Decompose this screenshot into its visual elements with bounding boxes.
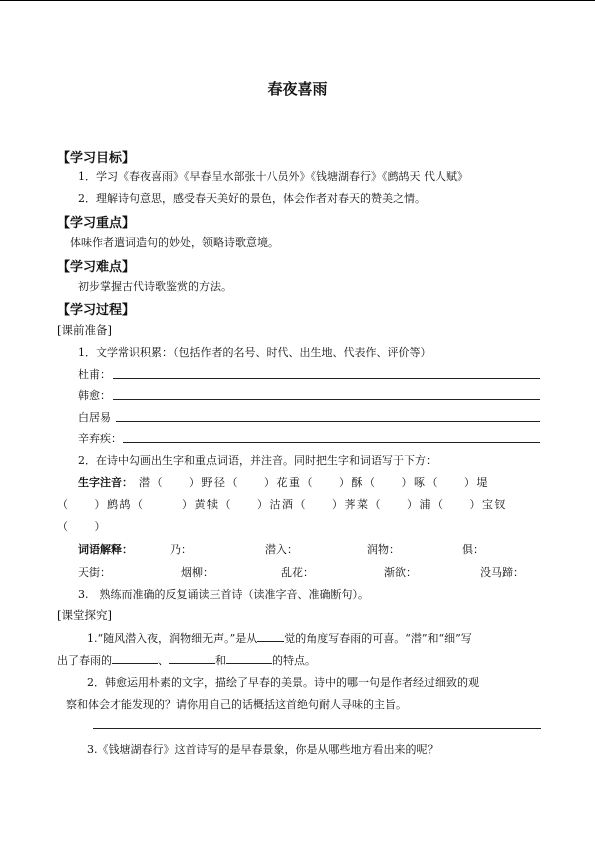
answer-line-inquiry-2[interactable]	[93, 728, 541, 729]
prep-question-1: 1．文学常识积累：（包括作者的名号、时代、出生地、代表作、评价等）	[78, 346, 432, 359]
vocab-item: 潜入：	[265, 543, 298, 556]
vocab-item: 天街：	[78, 566, 111, 579]
inquiry-question-2-line-1: 2．韩愈运用朴素的文字，描绘了早春的美景。诗中的哪一句是作者经过细致的观	[87, 676, 479, 689]
prep-question-3: 3. 熟练而准确的反复诵读三首诗（读准字音、准确断句）。	[78, 588, 369, 601]
vocab-item: 没马蹄：	[480, 566, 524, 579]
inquiry-q1-text-c: 出了春雨的	[57, 654, 112, 667]
section-heading-goals: 【学习目标】	[57, 151, 136, 166]
inquiry-question-2-line-2: 察和体会才能发现的？请你用自己的话概括这首绝句耐人寻味的主旨。	[66, 698, 407, 711]
answer-line-hanyu[interactable]	[113, 399, 540, 400]
inquiry-q1-text-d: 的特点。	[272, 654, 316, 667]
author-label-baijuyi: 白居易	[78, 411, 111, 424]
difficulty-text: 初步掌握古代诗歌鉴赏的方法。	[78, 280, 232, 293]
inquiry-q1-text-b: 觉的角度写春雨的可喜。“潜”和“细”写	[284, 632, 472, 645]
pinyin-line-2: （ ）鹧鸪（ ）黄犊（ ）沽酒（ ）荠菜（ ）浦（ ）宝钗	[57, 498, 507, 511]
page-title: 春夜喜雨	[267, 80, 328, 98]
answer-line-dufu[interactable]	[113, 378, 540, 379]
vocab-item: 渐欲：	[384, 566, 417, 579]
inquiry-q1-and: 和	[215, 654, 226, 667]
blank-sense[interactable]	[257, 631, 284, 642]
author-label-dufu: 杜甫：	[78, 368, 111, 381]
author-label-xinqiji: 辛弃疾：	[78, 432, 122, 445]
goal-item-2: 2．理解诗句意思，感受春天美好的景色，体会作者对春天的赞美之情。	[78, 192, 426, 205]
inquiry-question-3: 3.《钱塘湖春行》这首诗写的是早春景象，你是从哪些地方看出来的呢？	[87, 743, 439, 756]
goal-item-1: 1．学习《春夜喜雨》《早春呈水部张十八员外》《钱塘湖春行》《鹧鸪天 代人赋》	[78, 170, 468, 183]
vocab-item: 俱：	[462, 543, 484, 556]
section-heading-difficulty: 【学习难点】	[57, 260, 136, 275]
inquiry-q1-sep: 、	[158, 654, 169, 667]
vocab-item: 乃：	[170, 543, 192, 556]
vocab-label: 词语解释：	[78, 543, 133, 556]
author-label-hanyu: 韩愈：	[78, 389, 111, 402]
section-heading-process: 【学习过程】	[57, 303, 136, 318]
inquiry-q1-text-a: 1.“随风潜入夜，润物细无声。”是从	[87, 632, 258, 645]
section-heading-keypoints: 【学习重点】	[57, 216, 136, 231]
vocab-item: 润物：	[367, 543, 400, 556]
inquiry-question-1-line-2	[57, 652, 316, 668]
inquiry-question-1-line-1	[87, 630, 472, 646]
blank-feature-3[interactable]	[226, 653, 272, 664]
vocab-item: 乱花：	[281, 566, 314, 579]
pinyin-line-1: 潜（ ）野径（ ）花重（ ）酥（ ）啄（ ）堤	[139, 476, 489, 489]
answer-line-xinqiji[interactable]	[123, 442, 540, 443]
vocab-item: 烟柳：	[181, 566, 214, 579]
inquiry-heading: [课堂探究]	[57, 608, 112, 622]
answer-line-baijuyi[interactable]	[116, 421, 540, 422]
page-top-border	[0, 0, 595, 1]
blank-feature-1[interactable]	[112, 653, 158, 664]
pinyin-label: 生字注音：	[78, 476, 133, 489]
blank-feature-2[interactable]	[169, 653, 215, 664]
prep-heading: [课前准备]	[57, 323, 112, 337]
prep-question-2: 2．在诗中勾画出生字和重点词语，并注音。同时把生字和词语写于下方：	[78, 454, 437, 467]
keypoints-text: 体味作者遣词造句的妙处，领略诗歌意境。	[70, 236, 279, 249]
pinyin-line-3: （ ）	[57, 520, 107, 533]
